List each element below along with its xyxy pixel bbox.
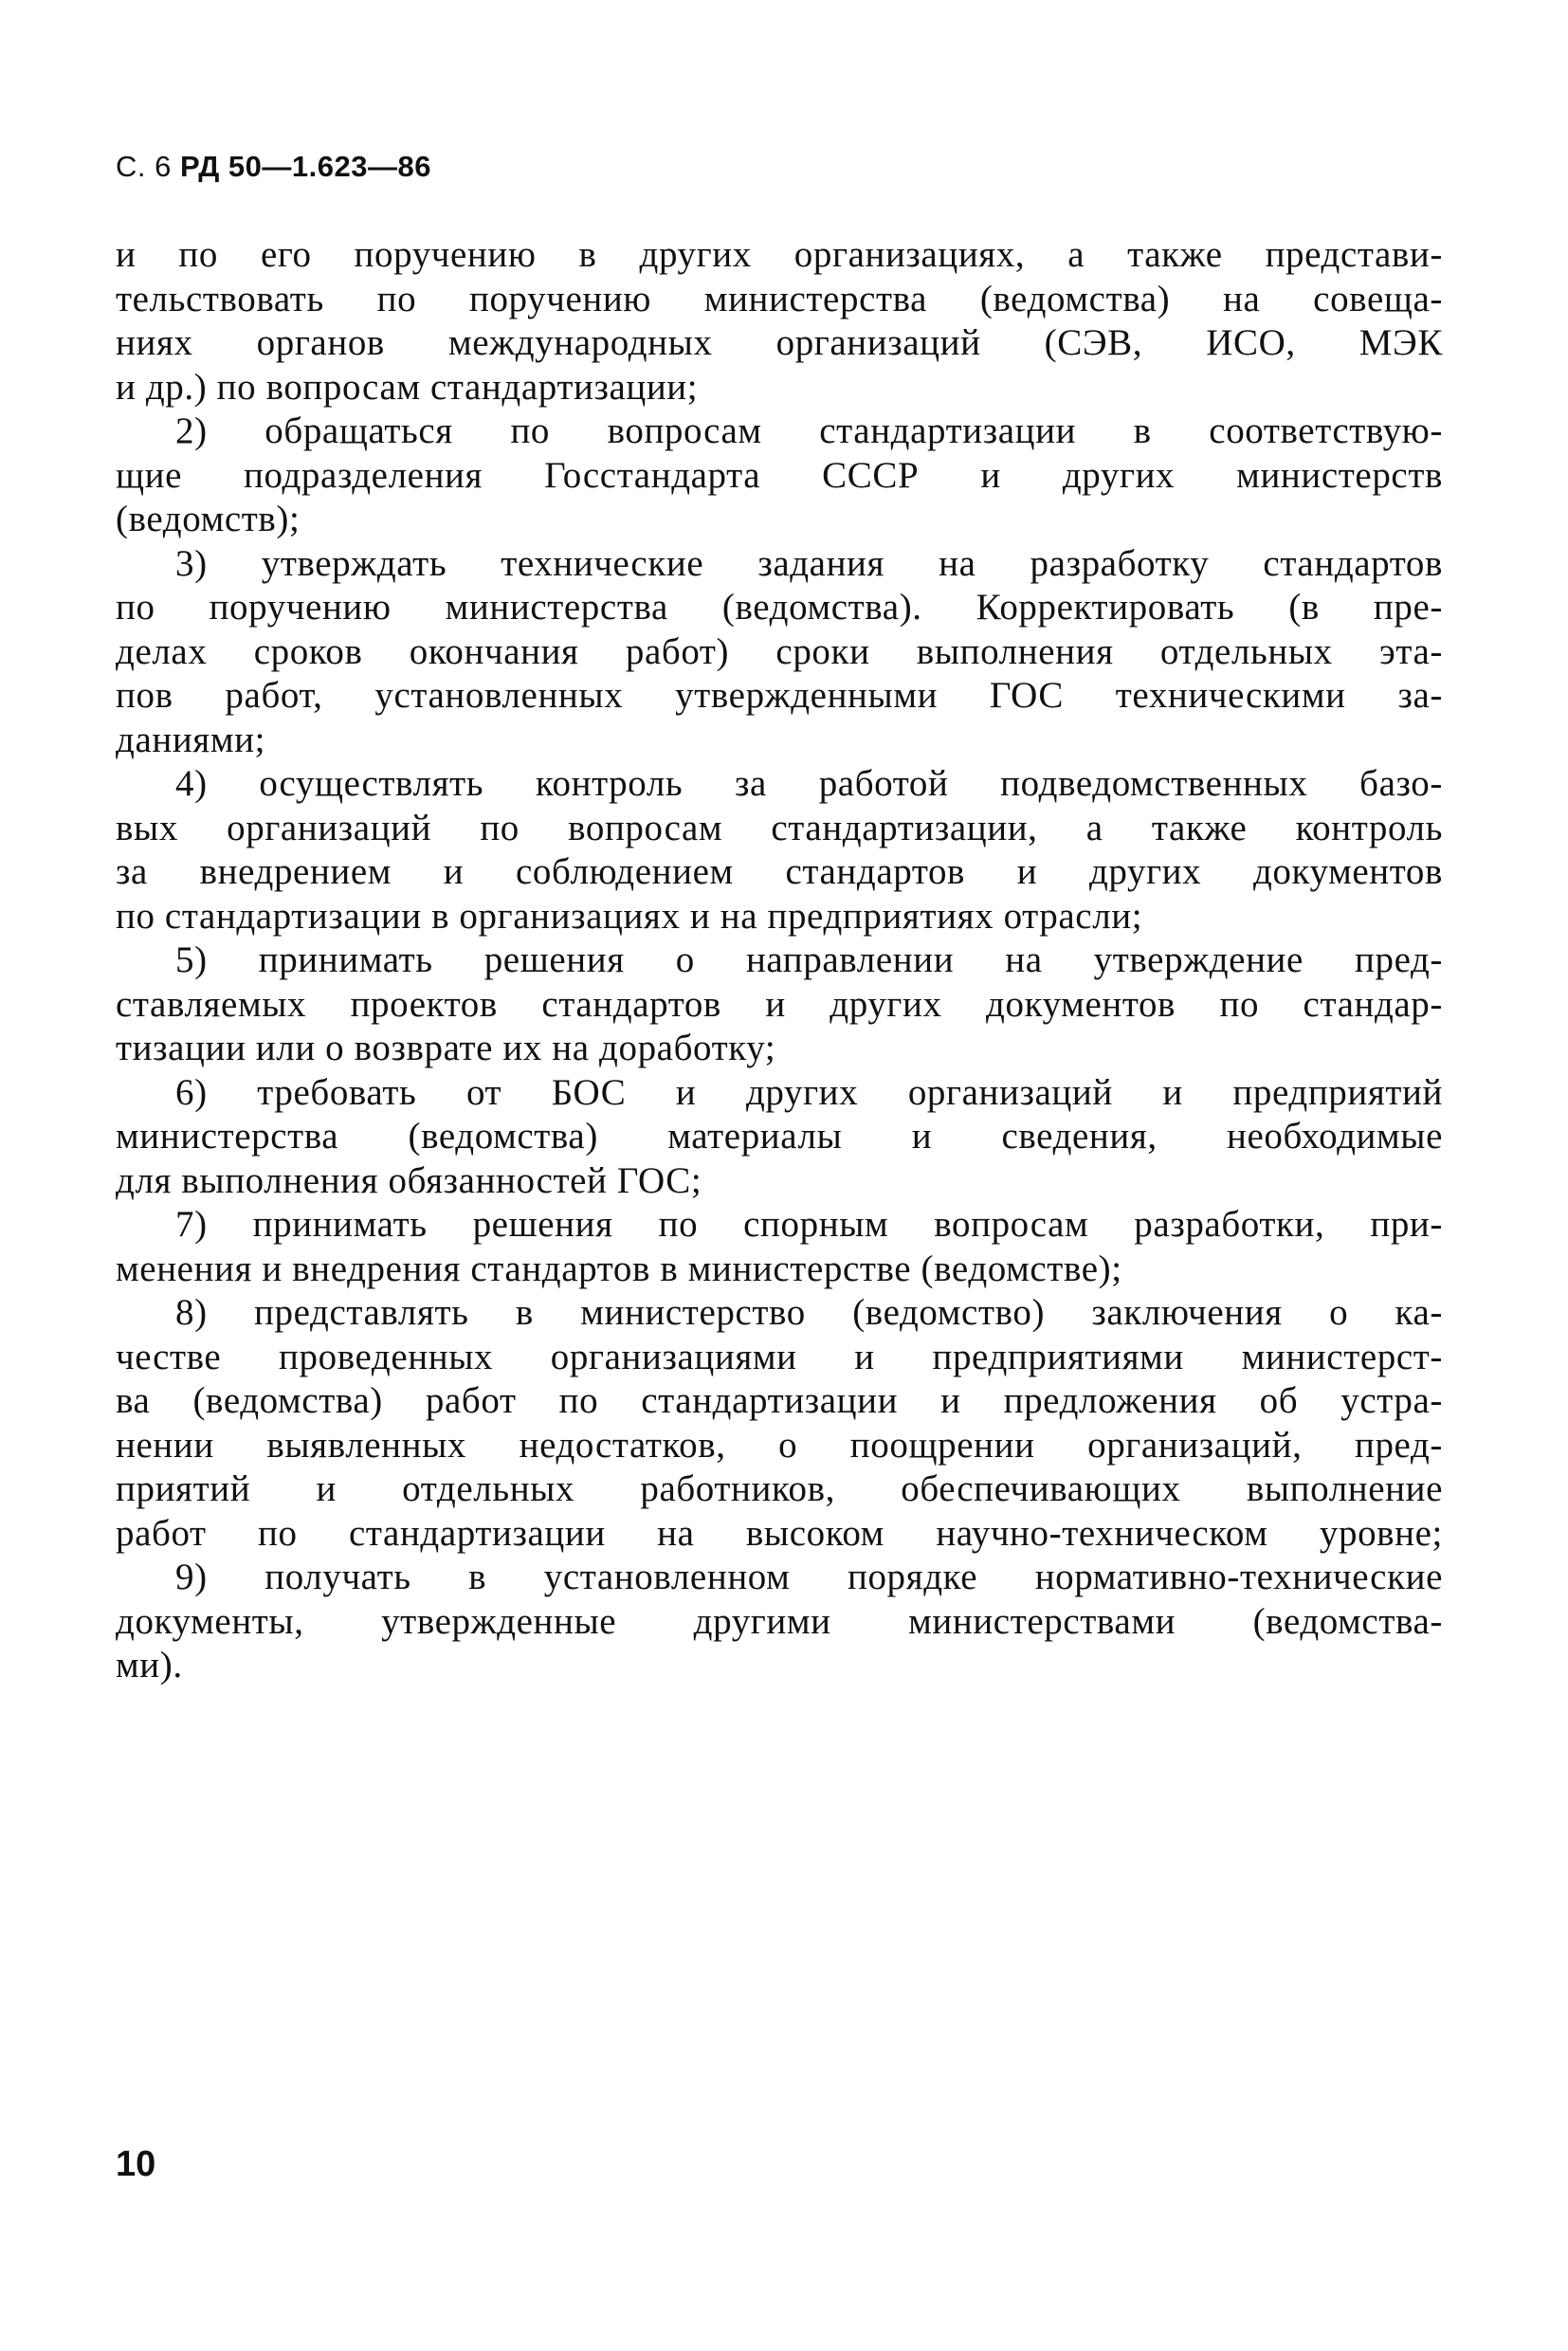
- text-line: тизации или о возврате их на доработку;: [116, 1028, 776, 1068]
- text-line: менения и внедрения стандартов в министерстве (ведомстве);: [116, 1248, 1122, 1289]
- text-line: 4) осуществлять контроль за работой подведомственных базо-: [175, 763, 1443, 804]
- text-line: и др.) по вопросам стандартизации;: [116, 366, 699, 408]
- text-line: работ по стандартизации на высоком научно-техническом уровне;: [116, 1512, 1443, 1554]
- text-line: по стандартизации в организациях и на предприятиях отрасли;: [116, 895, 1143, 937]
- page-number: 10: [116, 2144, 156, 2184]
- text-line: (ведомств);: [116, 499, 301, 539]
- body-text: [116, 233, 1443, 1688]
- text-line: министерства (ведомства) материалы и сведения, необходимые: [116, 1116, 1443, 1157]
- text-line: нении выявленных недостатков, о поощрении организаций, пред-: [116, 1424, 1443, 1466]
- text-line: 2) обращаться по вопросам стандартизации в соответствую-: [175, 410, 1443, 451]
- header-document-code: РД 50—1.623—86: [179, 150, 431, 183]
- text-line: честве проведенных организациями и предприятиями министерст-: [116, 1336, 1443, 1377]
- running-header: [116, 150, 431, 184]
- text-line: делах сроков окончания работ) сроки выполнения отдельных эта-: [116, 630, 1443, 672]
- text-line: ва (ведомства) работ по стандартизации и предложения об устра-: [116, 1380, 1443, 1421]
- text-line: 9) получать в установленном порядке нормативно-технические: [175, 1557, 1443, 1597]
- text-line: и по его поручению в других организациях, а также представи-: [116, 234, 1443, 275]
- text-line: приятий и отдельных работников, обеспечивающих выполнение: [116, 1468, 1443, 1509]
- text-line: вых организаций по вопросам стандартизации, а также контроль: [116, 807, 1443, 848]
- text-line: ми).: [116, 1645, 183, 1686]
- text-line: щие подразделения Госстандарта СССР и других министерств: [116, 454, 1443, 496]
- text-line: 6) требовать от БОС и других организаций и предприятий: [175, 1071, 1443, 1113]
- text-line: пов работ, установленных утвержденными ГОС техническими за-: [116, 675, 1443, 716]
- text-line: по поручению министерства (ведомства). Корректировать (в пре-: [116, 587, 1443, 628]
- text-line: 8) представлять в министерство (ведомство) заключения о ка-: [175, 1292, 1443, 1333]
- text-line: ставляемых проектов стандартов и других документов по стандар-: [116, 983, 1443, 1025]
- text-line: 3) утверждать технические задания на разработку стандартов: [175, 542, 1443, 584]
- header-page-label: С. 6: [116, 150, 172, 183]
- text-line: для выполнения обязанностей ГОС;: [116, 1159, 702, 1201]
- text-line: даниями;: [116, 719, 266, 760]
- text-line: 5) принимать решения о направлении на утверждение пред-: [175, 939, 1443, 980]
- text-line: документы, утвержденные другими министерствами (ведомства-: [116, 1600, 1443, 1642]
- text-line: тельствовать по поручению министерства (ведомства) на совеща-: [116, 278, 1443, 319]
- text-line: за внедрением и соблюдением стандартов и других документов: [116, 851, 1443, 892]
- text-line: 7) принимать решения по спорным вопросам разработки, при-: [175, 1204, 1443, 1245]
- text-line: ниях органов международных организаций (СЭВ, ИСО, МЭК: [116, 322, 1443, 363]
